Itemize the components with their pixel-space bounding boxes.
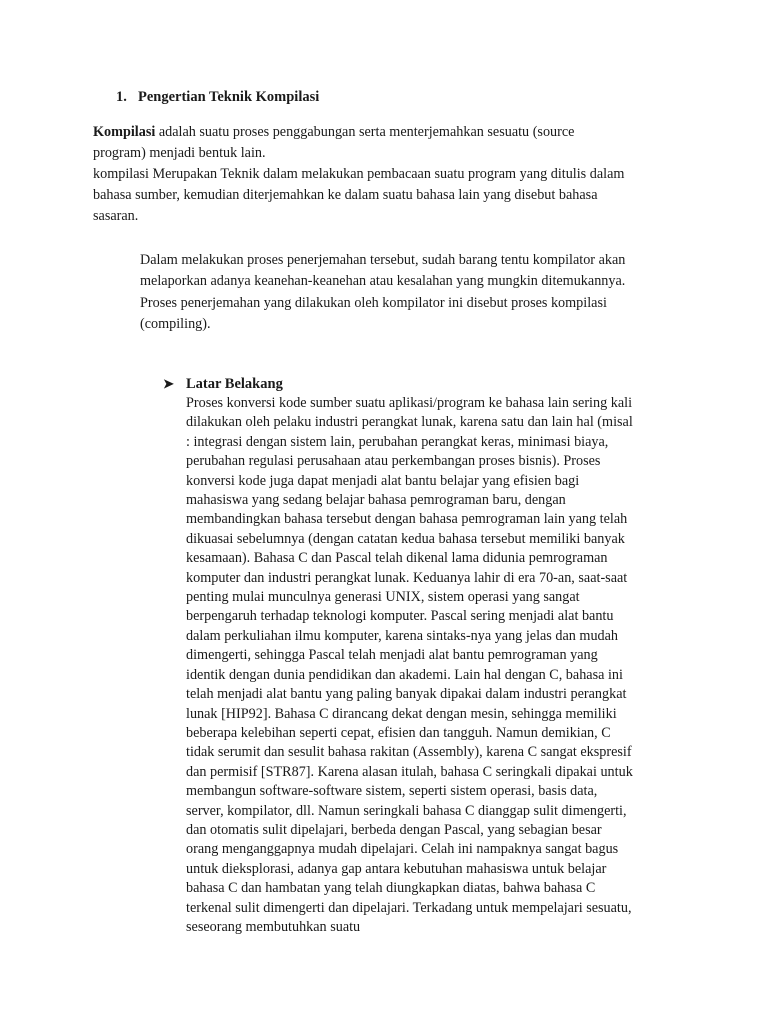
background-line: dimengerti, sehingga Pascal telah menjadi alat bantu pemrograman yang (186, 647, 598, 664)
background-line: tidak serumit dan sesulit bahasa rakitan (Assembly), karena C sangat ekspresif (186, 744, 632, 761)
background-line: berpengaruh terhadap teknologi komputer. Pascal sering menjadi alat bantu (186, 608, 614, 625)
background-line: beberapa kelebihan seperti cepat, efisien dan tangguh. Namun demikian, C (186, 724, 611, 741)
intro-line-3: kompilasi Merupakan Teknik dalam melakukan pembacaan suatu program yang ditulis dalam (93, 166, 625, 182)
intro-line-2: program) menjadi bentuk lain. (93, 145, 266, 161)
paragraph-line: melaporkan adanya keanehan-keanehan atau kesalahan yang mungkin ditemukannya. (140, 273, 626, 290)
paragraph-line: Dalam melakukan proses penerjemahan tersebut, sudah barang tentu kompilator akan (140, 252, 626, 268)
intro-line-1 (93, 122, 693, 143)
intro-paragraph (93, 122, 693, 227)
background-line: perubahan regulasi perusahaan atau perkembangan proses bisnis). Proses (186, 453, 601, 470)
background-line: seseorang membutuhkan suatu (186, 918, 361, 935)
background-line: membandingkan bahasa tersebut dengan bahasa pemrograman lain yang telah (186, 511, 628, 528)
background-line: dan otomatis sulit dipelajari, berbeda dengan Pascal, yang sebagian besar (186, 821, 602, 838)
section-number: 1. (116, 89, 127, 105)
background-line: bahasa C dan hambatan yang telah diungkapkan diatas, bahwa bahasa C (186, 880, 596, 897)
background-line: lunak [HIP92]. Bahasa C dirancang dekat dengan mesin, sehingga memiliki (186, 705, 617, 722)
arrow-bullet-icon: ➤ (163, 376, 174, 391)
background-line: kesamaan). Bahasa C dan Pascal telah dikenal lama didunia pemrograman (186, 550, 608, 567)
background-line: membangun software-software sistem, seperti sistem operasi, basis data, (186, 783, 598, 800)
background-line: penting mulai munculnya generasi UNIX, sistem operasi yang sangat (186, 589, 580, 606)
background-line: dan permisif [STR87]. Karena alasan itulah, bahasa C seringkali dipakai untuk (186, 763, 633, 780)
background-line: terkenal sulit dimengerti dan dipelajari. Terkadang untuk mempelajari sesuatu, (186, 899, 632, 916)
background-line: dalam perkuliahan ilmu komputer, karena sintaks-nya yang jelas dan mudah (186, 627, 619, 644)
intro-line-4: bahasa sumber, kemudian diterjemahkan ke dalam suatu bahasa lain yang disebut bahasa (93, 187, 598, 203)
background-title: Latar Belakang (186, 376, 283, 392)
intro-line-1-rest: adalah suatu proses penggabungan serta menterjemahkan sesuatu (source (155, 124, 575, 140)
background-line: untuk dieksplorasi, adanya gap antara kebutuhan mahasiswa untuk belajar (186, 860, 607, 877)
intro-line-5: sasaran. (93, 208, 139, 224)
background-line: mahasiswa yang sedang belajar bahasa pemrograman baru, dengan (186, 492, 566, 509)
background-line: dilakukan oleh pelaku industri perangkat lunak, karena satu dan lain hal (misal (186, 414, 633, 431)
background-line: identik dengan dunia pendidikan dan akademi. Lain hal dengan C, bahasa ini (186, 666, 623, 683)
term-kompilasi: Kompilasi (93, 124, 156, 140)
background-line: Proses konversi kode sumber suatu aplikasi/program ke bahasa lain sering kali (186, 395, 633, 411)
paragraph-line: (compiling). (140, 315, 211, 332)
background-line: orang menganggapnya mudah dipelajari. Celah ini nampaknya sangat bagus (186, 841, 619, 858)
section-title: Pengertian Teknik Kompilasi (138, 89, 320, 105)
background-heading (163, 374, 283, 394)
background-line: telah menjadi alat bantu yang paling banyak dipakai dalam industri perangkat (186, 686, 627, 703)
background-line: server, kompilator, dll. Namun seringkali bahasa C dianggap sulit dimengerti, (186, 802, 627, 819)
section-heading (116, 87, 319, 107)
compilation-paragraph (140, 250, 700, 335)
background-line: : integrasi dengan sistem lain, perubahan perangkat keras, minimasi biaya, (186, 433, 609, 450)
background-line: komputer dan industri perangkat lunak. Keduanya lahir di era 70-an, saat-saat (186, 569, 628, 586)
paragraph-line: Proses penerjemahan yang dilakukan oleh kompilator ini disebut proses kompilasi (140, 294, 607, 311)
background-line: konversi kode juga dapat menjadi alat bantu belajar yang efisien bagi (186, 472, 580, 489)
background-line: dikuasai sebelumnya (dengan catatan kedua bahasa tersebut memiliki banyak (186, 530, 625, 547)
background-body (186, 394, 706, 937)
